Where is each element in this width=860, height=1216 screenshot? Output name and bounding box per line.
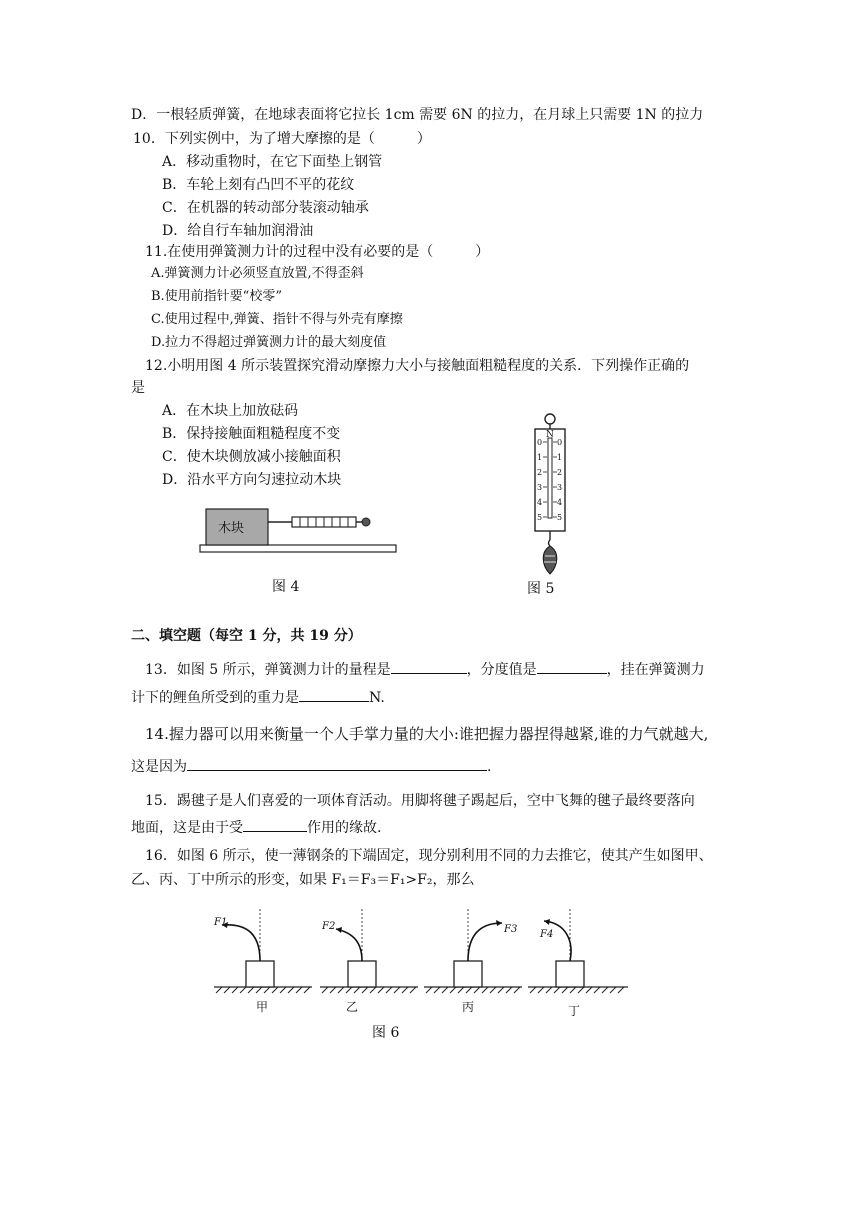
q13-text-4: 计下的鲤鱼所受到的重力是: [131, 690, 299, 706]
q13-blank-range[interactable]: [391, 659, 467, 674]
q14-blank-reason[interactable]: [187, 756, 487, 771]
scale-tick-right-2: 2: [557, 468, 563, 477]
scale-tick-right-4: 4: [557, 498, 563, 507]
wooden-block-label: 木块: [218, 521, 245, 536]
strip-yi: [336, 929, 362, 961]
figure-4-block-apparatus: [196, 500, 400, 556]
scale-tick-right-0: 0: [557, 438, 563, 447]
figure-4-caption: 图 4: [272, 579, 300, 595]
q13-blank-division[interactable]: [537, 659, 607, 674]
q15-line1: 15．踢毽子是人们喜爱的一项体育活动。用脚将毽子踢起后，空中飞舞的毽子最终要落向: [145, 793, 695, 809]
scale-tick-right-1: 1: [557, 453, 563, 462]
fig6-label-ding: 丁: [568, 1004, 581, 1018]
scale-pull-ring: [362, 518, 370, 526]
q11-option-c: C.使用过程中,弹簧、指针不得与外壳有摩擦: [151, 312, 403, 327]
scale-tick-left-4: 4: [537, 498, 543, 507]
q12-option-c: C．使木块侧放减小接触面积: [162, 449, 341, 465]
q14-text-1: 这是因为: [131, 759, 187, 775]
scale-slot: [548, 438, 552, 518]
q12-option-d: D．沿水平方向匀速拉动木块: [162, 472, 342, 488]
figure-6-steel-strips: [208, 905, 640, 1025]
q13-text-2: ，分度值是: [466, 662, 537, 678]
q13-text-5: N.: [369, 690, 385, 706]
force-f1-label: F1: [214, 917, 228, 928]
q15-text-1: 地面，这是由于受: [131, 820, 243, 836]
scale-tick-left-5: 5: [537, 513, 543, 522]
q10-option-a: A．移动重物时，在它下面垫上钢管: [162, 154, 383, 170]
fig6-label-bing: 丙: [462, 1000, 475, 1014]
q11-stem: 11.在使用弹簧测力计的过程中没有必要的是（ ）: [145, 244, 490, 260]
q10-option-d: D．给自行车轴加润滑油: [162, 223, 314, 239]
figure-5-spring-scale: [526, 410, 574, 576]
q11-option-a: A.弹簧测力计必须竖直放置,不得歪斜: [151, 266, 364, 281]
q13-line2: [131, 687, 385, 707]
q15-text-2: 作用的缘故.: [307, 820, 382, 836]
strip-jia: [222, 925, 260, 961]
fig6-panel-ding: [528, 909, 628, 1018]
q13-line1: [145, 659, 705, 679]
fig6-panel-yi: [320, 909, 418, 1014]
fig6-label-yi: 乙: [346, 1000, 359, 1014]
scale-tick-left-0: 0: [537, 438, 543, 447]
figure-5-caption: 图 5: [527, 581, 555, 597]
q10-stem: 10．下列实例中，为了增大摩擦的是（ ）: [133, 131, 431, 147]
q14-line2: [131, 756, 491, 776]
hanging-ring: [545, 414, 555, 424]
q14-text-2: .: [487, 759, 492, 775]
q16-line1: 16．如图 6 所示，使一薄钢条的下端固定，现分别利用不同的力去推它，使其产生如图甲、: [145, 848, 713, 864]
scale-tick-right-5: 5: [557, 513, 563, 522]
q12-option-a: A．在木块上加放砝码: [162, 403, 299, 419]
q10-option-c: C．在机器的转动部分装滚动轴承: [162, 200, 369, 216]
fig6-panel-jia: [213, 909, 312, 1014]
q10-option-b: B．车轮上刻有凸凹不平的花纹: [162, 177, 355, 193]
table-surface: [200, 545, 396, 552]
q13-text-3: ，挂在弹簧测力: [606, 662, 705, 678]
fig6-label-jia: 甲: [256, 1000, 269, 1014]
force-f3-label: F3: [504, 924, 518, 935]
figure-6-caption: 图 6: [372, 1025, 400, 1041]
q13-blank-weight[interactable]: [299, 687, 369, 702]
q12-stem-line1: 12.小明用图 4 所示装置探究滑动摩擦力大小与接触面粗糙程度的关系．下列操作正确的: [145, 358, 690, 374]
q14-line1: 14.握力器可以用来衡量一个人手掌力量的大小:谁把握力器捏得越紧,谁的力气就越大,: [145, 725, 709, 743]
scale-tick-right-3: 3: [557, 483, 563, 492]
q15-blank-force[interactable]: [243, 817, 307, 832]
q12-stem-line2: 是: [131, 380, 145, 396]
strip-ding: [544, 921, 571, 961]
q15-line2: [131, 817, 381, 837]
scale-tick-left-2: 2: [537, 468, 543, 477]
force-f4-label: F4: [540, 929, 554, 940]
q11-option-b: B.使用前指针要“校零”: [151, 289, 282, 304]
scale-tick-left-1: 1: [537, 453, 543, 462]
section-2-heading: 二、填空题（每空 1 分，共 19 分）: [131, 628, 362, 644]
strip-bing: [468, 923, 502, 961]
q11-option-d: D.拉力不得超过弹簧测力计的最大刻度值: [151, 335, 387, 350]
fish-icon: [543, 546, 557, 574]
force-f2-label: F2: [322, 921, 336, 932]
q12-option-b: B．保持接触面粗糙程度不变: [162, 426, 341, 442]
q9-option-d: D．一根轻质弹簧，在地球表面将它拉长 1cm 需要 6N 的拉力，在月球上只需要 1N 的拉力: [131, 107, 704, 123]
fig6-panel-bing: [424, 909, 522, 1014]
q13-text-1: 13．如图 5 所示，弹簧测力计的量程是: [145, 662, 391, 678]
scale-tick-left-3: 3: [537, 483, 543, 492]
scale-unit-label: N: [546, 430, 554, 440]
q16-line2: 乙、丙、丁中所示的形变，如果 F₁＝F₃＝F₁>F₂，那么: [131, 872, 475, 888]
